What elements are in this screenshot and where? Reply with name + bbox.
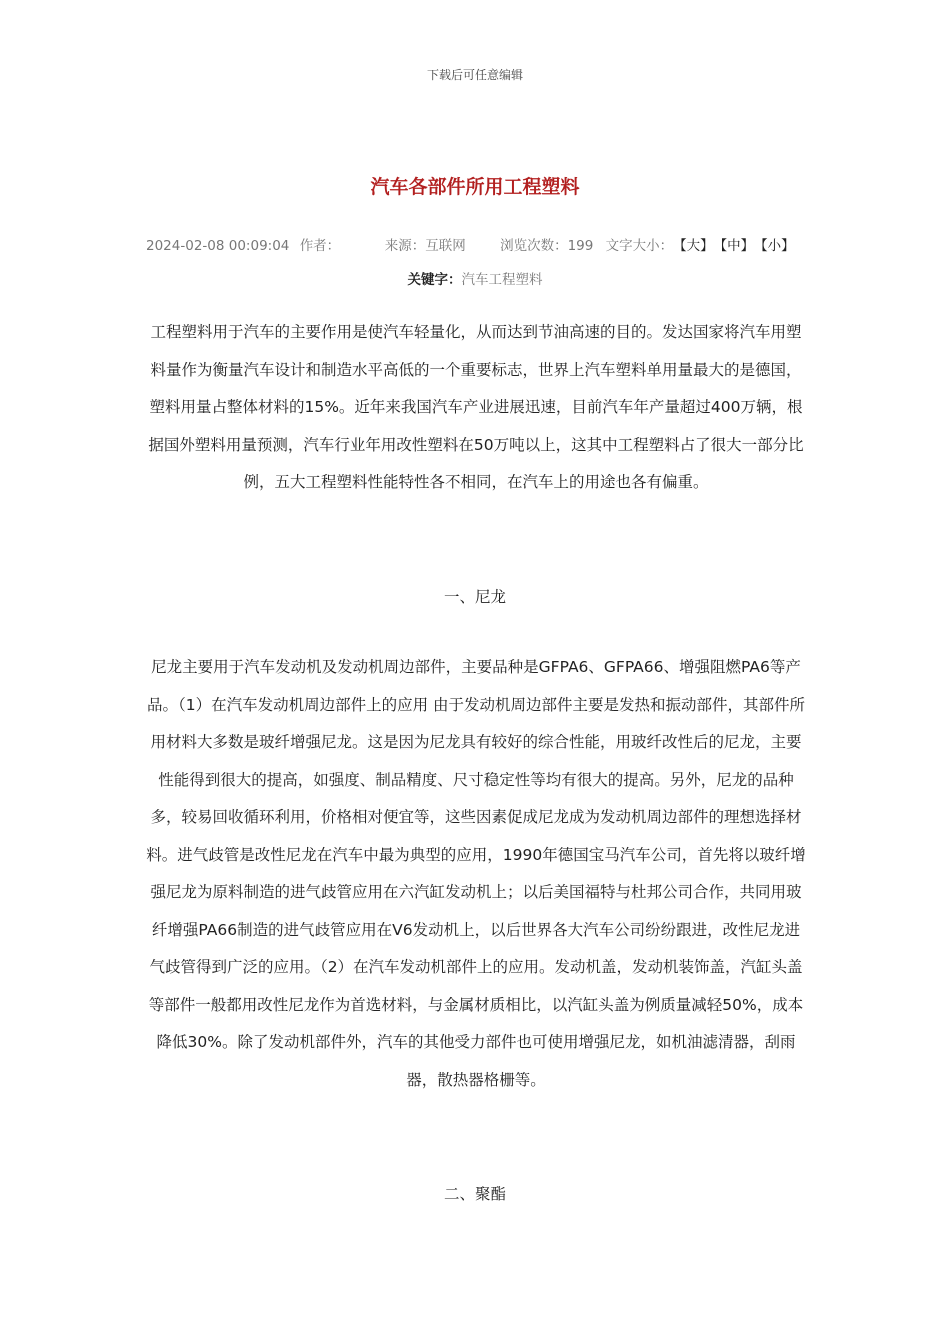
author-label: 作者： <box>299 238 341 254</box>
section-heading-nylon: 一、尼龙 <box>443 588 506 606</box>
intro-paragraph: 工程塑料用于汽车的主要作用是使汽车轻量化，从而达到节油高速的目的。发达国家将汽车用塑料量作为衡量汽车设计和制造水平高低的一个重要标志，世界上汽车塑料单用量最大的是德国，塑料用量占整体材料的15%。近年来我国汽车产业进展迅速，目前汽车年产量超过400万辆，根据国外塑料用量预测，汽车行业年用改性塑料在50万吨以上，这其中工程塑料占了很大一部分比例，五大工程塑料性能特性各不相同，在汽车上的用途也各有偏重。 <box>148 323 804 491</box>
font-size-large-link[interactable]: 【大】 <box>673 238 714 254</box>
keywords-value[interactable]: 汽车工程塑料 <box>461 272 543 288</box>
publish-datetime: 2024-02-08 00:09:04 <box>146 238 290 254</box>
section-heading-polyester: 二、聚酯 <box>443 1185 506 1203</box>
keywords-line <box>0 268 950 288</box>
font-size-label: 文字大小： <box>605 238 674 254</box>
keywords-label: 关键字： <box>407 272 462 288</box>
font-size-small-link[interactable]: 【小】 <box>754 238 795 254</box>
views-count: 199 <box>567 238 594 254</box>
source-label: 来源： <box>384 238 426 254</box>
nylon-paragraph: 尼龙主要用于汽车发动机及发动机周边部件，主要品种是GFPA6、GFPA66、增强阻燃PA6等产品。（1）在汽车发动机周边部件上的应用 由于发动机周边部件主要是发热和振动部件，其部件所用材料大多数是玻纤增强尼龙。这是因为尼龙具有较好的综合性能，用玻纤改性后的尼龙，主要性能得到很大的提高，如强度、制品精度、尺寸稳定性等均有很大的提高。另外，尼龙的品种多，较易回收循环利用，价格相对便宜等，这些因素促成尼龙成为发动机周边部件的理想选择材料。进气歧管是改性尼龙在汽车中最为典型的应用，1990年德国宝马汽车公司，首先将以玻纤增强尼龙为原料制造的进气歧管应用在六汽缸发动机上；以后美国福特与杜邦公司合作，共同用玻纤增强PA66制造的进气歧管应用在V6发动机上，以后世界各大汽车公司纷纷跟进，改性尼龙进气歧管得到广泛的应用。（2）在汽车发动机部件上的应用。发动机盖，发动机装饰盖，汽缸头盖等部件一般都用改性尼龙作为首选材料，与金属材质相比，以汽缸头盖为例质量减轻50%，成本降低30%。除了发动机部件外，汽车的其他受力部件也可使用增强尼龙，如机油滤清器，刮雨器，散热器格栅等。 <box>146 658 806 1089</box>
article-title: 汽车各部件所用工程塑料 <box>370 176 580 198</box>
article-meta <box>146 234 816 254</box>
font-size-medium-link[interactable]: 【中】 <box>713 238 755 254</box>
page-header-note: 下载后可任意编辑 <box>426 68 523 82</box>
source-value: 互联网 <box>425 238 466 254</box>
views-label: 浏览次数： <box>500 238 568 254</box>
